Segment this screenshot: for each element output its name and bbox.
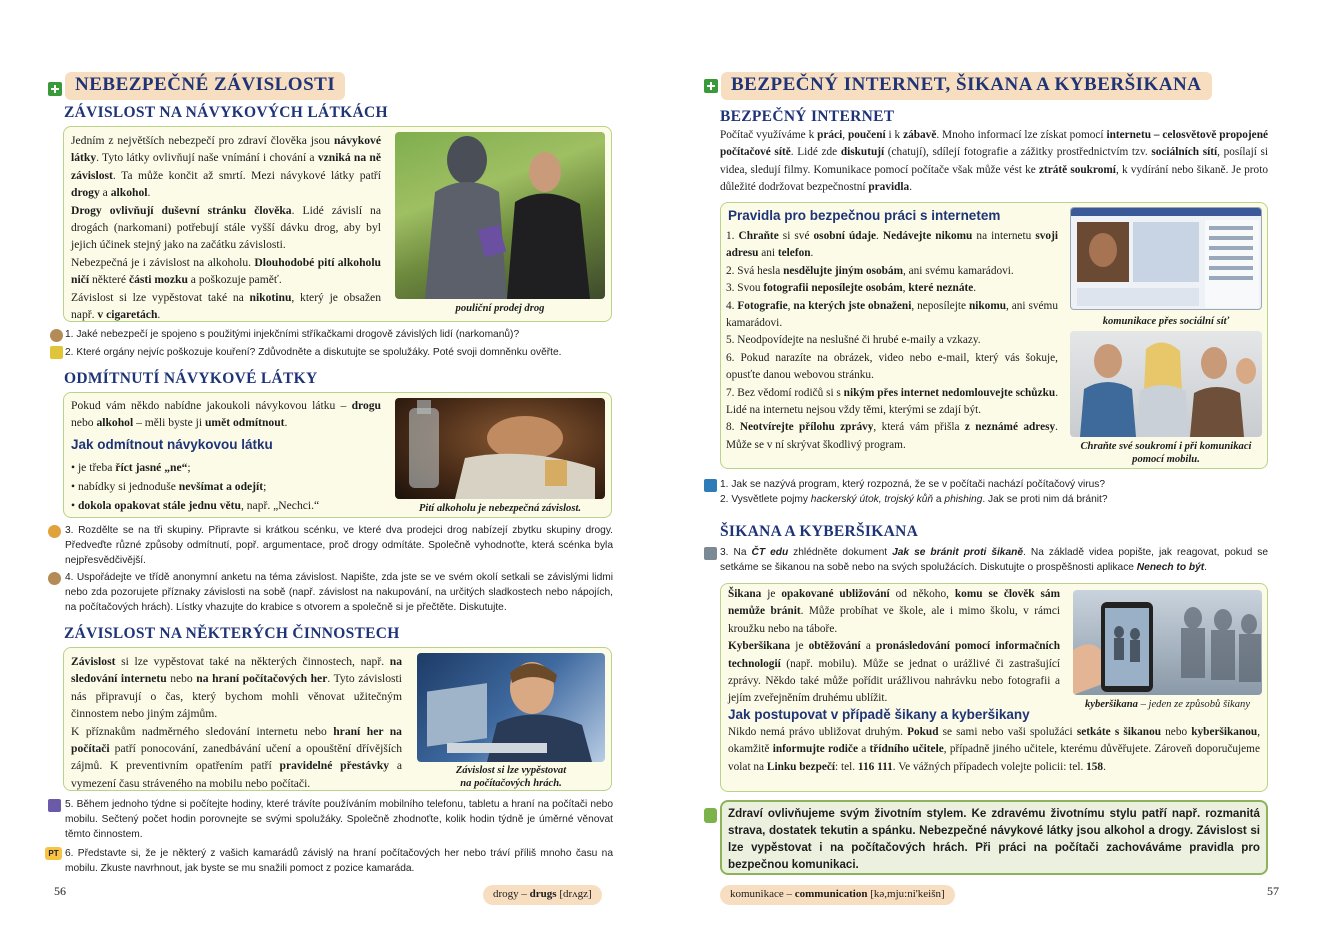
summary-text: Zdraví ovlivňujeme svým životním stylem. Ke zdravému životnímu stylu patří např. rozmanitá strava, dostatek tekutin a spánku. Nebezpečné návykové látky jsou alkohol a drogy. Závislost si lze vypěstovat i na počítačových hrách. Při práci na počítači zachováváme pravidla pro bezpečnou komunikaci. bbox=[728, 807, 1260, 871]
photo-gaming bbox=[417, 653, 605, 762]
teens-mobile-illustration bbox=[1070, 331, 1262, 437]
caption-social-network: komunikace přes sociální síť bbox=[1102, 316, 1230, 327]
rule-6: 6. Pokud narazíte na obrázek, video nebo e-mail, který vás šokuje, opusťte danou webovou stránku. bbox=[726, 351, 1058, 382]
rule-5: 5. Neodpovídejte na neslušné či hrubé e-maily a vzkazy. bbox=[726, 334, 981, 347]
rule-2: 2. Svá hesla nesdělujte jiným osobám, ani svému kamarádovi. bbox=[726, 264, 1014, 277]
question-6: 6. Představte si, že je některý z vašich kamarádů závislý na hraní počítačových her nebo tráví příliš mnoho času na mobilu. Zkuste navrhnout, jak byste se mu snažili pomoct z pozice kamaráda. bbox=[65, 848, 613, 874]
rules-title: Pravidla pro bezpečnou práci s internetem bbox=[728, 208, 1001, 223]
health-plus-icon bbox=[704, 79, 718, 93]
question-3: 3. Na ČT edu zhlédněte dokument Jak se bránit proti šikaně. Na základě videa popište, jak reagovat, pokud se setkáme se šikanou na sobě nebo na svých spolužácích. Diskutujte o prospěšnosti aplikace Nenech to být. bbox=[720, 547, 1268, 573]
question-1: 1. Jak se nazývá program, který rozpozná, že se v počítači nachází počítačový virus? bbox=[720, 479, 1106, 490]
safe-internet-intro: Počítač využíváme k práci, poučení i k zábavě. Mnoho informací lze získat pomocí internetu – celosvětově propojené počítačové sítě. Lidé zde diskutují (chatují), sdílejí fotografie a zážitky prostřednictvím tzv. sociálních sítí, posílají si videa, sledují filmy. Komunikace pomocí počítače však může vést ke ztrátě soukromí, k vydírání nebo šikaně. Je proto důležité dodržovat bezpečnostní pravidla. bbox=[720, 129, 1268, 194]
activities-paragraph-2: K příznakům nadměrného sledování internetu nebo hraní her na počítači patří ponocování, zanedbávání učení a opouštění dřívějších zájmů. K preventivním opatřením patří pravidelné přestávky a vymezení času stráveného na mobilu nebo počítači. bbox=[71, 724, 402, 790]
photo-social-network bbox=[1070, 207, 1262, 310]
group-icon bbox=[48, 525, 61, 538]
section-title-bullying: ŠIKANA A KYBERŠIKANA bbox=[720, 523, 919, 540]
health-plus-icon bbox=[48, 82, 62, 96]
cyberbullying-illustration bbox=[1073, 590, 1262, 695]
drug-deal-illustration bbox=[395, 132, 605, 299]
photo-teens-mobile bbox=[1070, 331, 1262, 437]
substances-paragraph-3: Nebezpečná je i závislost na alkoholu. Dlouhodobé pití alkoholu ničí některé části mozku a poškozuje paměť. bbox=[71, 255, 381, 287]
vocabulary-footer-right: komunikace – communication [kə,mju:ni'keišn] bbox=[720, 885, 955, 905]
refusal-bullets bbox=[71, 458, 381, 515]
bullying-paragraph-2: Kyberšikana je obtěžování a pronásledování pomocí informačních technologií (např. mobilu). Může se jednat o urážlivé či zastrašující zprávy. Někdo také může pořídit urážlivou nahrávku nebo fotografii a jejím zveřejněním druhému ublížit. bbox=[728, 640, 1060, 705]
refusal-subtitle: Jak odmítnout návykovou látku bbox=[71, 437, 273, 452]
photo-alcohol bbox=[395, 398, 605, 499]
section-title-activities: ZÁVISLOST NA NĚKTERÝCH ČINNOSTECH bbox=[64, 625, 400, 642]
substances-paragraph-4: Závislost si lze vypěstovat také na nikotinu, který je obsažen např. v cigaretách. bbox=[71, 290, 381, 322]
right-page bbox=[670, 0, 1339, 949]
question-4: 4. Uspořádejte ve třídě anonymní anketu na téma závislost. Napište, zda jste se ve svém okolí setkali se závislými lidmi nebo zda pozorujete příznaky závislosti na sobě (např. závislost na nakupování, na určitých sladkostech nebo nápojích, na počítačových hrách). Lístky vhazujte do krabice s otvorem a společně si je přečtěte. Diskutujte. bbox=[65, 572, 613, 613]
substances-paragraph-1: Jedním z největších nebezpečí pro zdraví člověka jsou návykové látky. Tyto látky ovlivňují naše vnímání i chování a vzniká na ně závislost. Ta může končit až smrtí. Mezi návykové látky patří drogy a alkohol. bbox=[71, 134, 381, 200]
refusal-bullet-1: • je třeba říct jasné „ne“; bbox=[71, 461, 191, 474]
substances-paragraph-2: Drogy ovlivňují duševní stránku člověka. Lidé závislí na drogách (narkomani) potřebují stále vyšší dávku drog, aby byl jejich účinek stejný jako na začátku závislosti. bbox=[71, 203, 382, 252]
refusal-bullet-3: • dokola opakovat stále jednu větu, např. „Nechci.“ bbox=[71, 499, 320, 512]
owl-icon bbox=[50, 329, 63, 342]
rule-7: 7. Bez vědomí rodičů si s nikým přes internet nedomlouvejte schůzku. Lidé na internetu nejsou vždy těmi, kterými se zdají být. bbox=[726, 386, 1059, 417]
person-icon bbox=[48, 799, 61, 812]
question-1: 1. Jaké nebezpečí je spojeno s použitými injekčními stříkačkami drogově závislých lidí (narkomanů)? bbox=[65, 329, 520, 340]
question-3: 3. Rozdělte se na tři skupiny. Připravte si krátkou scénku, ve které dva prodejci drog nabízejí zbytku skupiny drogy. Předveďte různé způsoby odmítnutí, popř. argumentace, proč drogy odmítáte. Společně vyhodnoťte, která scénka byla nejpřesvědčivější. bbox=[65, 525, 613, 566]
summary-icon bbox=[704, 808, 717, 823]
alcohol-illustration bbox=[395, 398, 605, 499]
bullying-subtitle: Jak postupovat v případě šikany a kyberšikany bbox=[728, 707, 1030, 722]
bullying-paragraph-1: Šikana je opakované ubližování od někoho, komu se člověk sám nemůže bránit. Může probíhat ve škole, ale i mimo školu, v rámci kroužku nebo na táboře. bbox=[728, 588, 1060, 635]
rule-4: 4. Fotografie, na kterých jste obnaženi, neposílejte nikomu, ani svému kamarádovi. bbox=[726, 299, 1058, 330]
puzzle-icon bbox=[704, 479, 717, 492]
page-number-right: 57 bbox=[1267, 884, 1279, 898]
chapter-title: BEZPEČNÝ INTERNET, ŠIKANA A KYBERŠIKANA bbox=[721, 72, 1212, 100]
chapter-title: NEBEZPEČNÉ ZÁVISLOSTI bbox=[65, 72, 345, 100]
activities-paragraph-1: Závislost si lze vypěstovat také na některých činnostech, např. na sledování internetu nebo na hraní počítačových her. Tyto závislosti nás připravují o čas, který bychom mohli věnovat užitečným činnostem nebo jiným zájmům. bbox=[71, 655, 402, 721]
question-2: 2. Které orgány nejvíc poškozuje kouření? Zdůvodněte a diskutujte se spolužáky. Poté svoji domněnku ověřte. bbox=[65, 347, 562, 358]
refusal-paragraph: Pokud vám někdo nabídne jakoukoli návykovou látku – drogu nebo alkohol – měli byste ji umět odmítnout. bbox=[71, 399, 381, 430]
social-network-illustration bbox=[1071, 208, 1262, 310]
question-2: 2. Vysvětlete pojmy hackerský útok, trojský kůň a phishing. Jak se proti nim dá bránit? bbox=[720, 494, 1108, 505]
pt-badge: PT bbox=[45, 847, 62, 860]
caption-alcohol: Pití alkoholu je nebezpečná závislost. bbox=[418, 503, 582, 514]
section-title-safe-internet: BEZPEČNÝ INTERNET bbox=[720, 108, 895, 125]
substances-text bbox=[71, 132, 381, 323]
photo-cyberbullying bbox=[1073, 590, 1262, 695]
owl-icon bbox=[48, 572, 61, 585]
question-5: 5. Během jednoho týdne si počítejte hodiny, které trávíte používáním mobilního telefonu, tabletu a hraní na počítači nebo mobilu. Sečtený počet hodin porovnejte se svými spolužáky. Společně zhodnoťte, kolik hodin týdně je úměrné věnovat těmto činnostem. bbox=[65, 799, 613, 840]
bullying-text bbox=[728, 586, 1060, 708]
section-title-refusal: ODMÍTNUTÍ NÁVYKOVÉ LÁTKY bbox=[64, 370, 318, 387]
rules-list bbox=[726, 228, 1058, 454]
refusal-text bbox=[71, 397, 381, 432]
caption-cyberbullying: kyberšikana – jeden ze způsobů šikany bbox=[1084, 699, 1251, 710]
gaming-illustration bbox=[417, 653, 605, 762]
page-number-left: 56 bbox=[54, 884, 66, 898]
section-title-substances: ZÁVISLOST NA NÁVYKOVÝCH LÁTKÁCH bbox=[64, 104, 388, 121]
bullying-advice: Nikdo nemá právo ubližovat druhým. Pokud se sami nebo vaši spolužáci setkáte s šikanou nebo kyberšikanou, okamžitě informujte rodiče a třídního učitele, případně jiného učitele, kterému důvěřujete. Zároveň doporučujeme volat na Linku bezpečí: tel. 116 111. Ve vážných případech volejte policii: tel. 158. bbox=[728, 726, 1261, 773]
caption-teens-mobile: Chraňte své soukromí i při komunikaci pomocí mobilu. bbox=[1080, 441, 1252, 465]
photo-street-drug-deal bbox=[395, 132, 605, 299]
refusal-bullet-2: • nabídky si jednoduše nevšímat a odejít; bbox=[71, 480, 267, 493]
caption-street-drug-deal: pouliční prodej drog bbox=[455, 303, 545, 314]
rule-8: 8. Neotvírejte přílohu zprávy, která vám přišla z neznámé adresy. Může se v ní skrývat škodlivý program. bbox=[726, 421, 1058, 451]
activities-text bbox=[71, 653, 402, 792]
left-page bbox=[0, 0, 669, 949]
rule-1: 1. Chraňte si své osobní údaje. Nedávejte nikomu na internetu svoji adresu ani telefon. bbox=[726, 230, 1058, 260]
lightbulb-icon bbox=[50, 346, 63, 359]
computer-icon bbox=[704, 547, 717, 560]
rule-3: 3. Svou fotografii neposílejte osobám, které neznáte. bbox=[726, 282, 977, 295]
caption-gaming: Závislost si lze vypěstovat na počítačových hrách. bbox=[455, 765, 567, 789]
vocabulary-footer-left: drogy – drugs [drʌgz] bbox=[483, 885, 602, 905]
